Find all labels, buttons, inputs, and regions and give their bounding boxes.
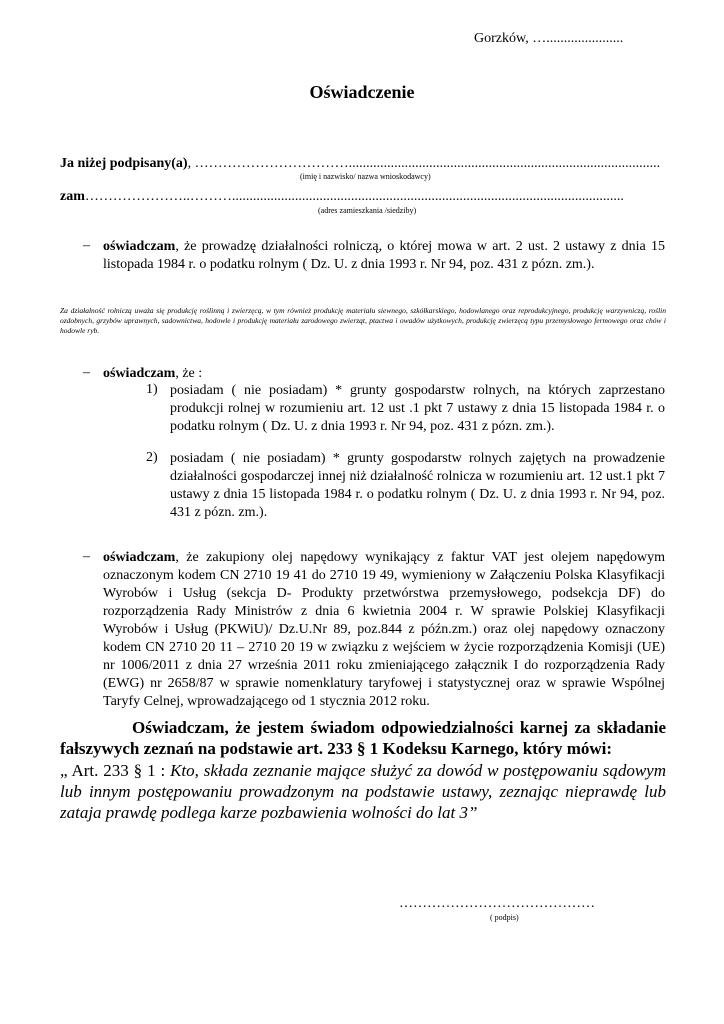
declaration-2-lead: oświadczam (103, 366, 176, 381)
declaration-2-dash: – (83, 365, 90, 380)
place-date: Gorzków, …...................... (474, 31, 624, 46)
signer-fill-line[interactable]: , ……………………………......................................................................................... (187, 156, 661, 171)
signature-caption: ( podpis) (490, 913, 519, 922)
list-item-2: posiadam ( nie posiadam) * grunty gospodarstw rolnych zajętych na prowadzenie działalności gospodarczej innej niż działalność rolnicza w rozumieniu art. 12 ust.1 pkt 7 ustawy z dnia 15 listopada 1984 r. o podatku rolnym ( Dz. U. z dnia 1993 r. Nr 94, poz. 431 z pózn. zm.). (170, 451, 665, 520)
quote-text: Kto, składa zeznanie mające służyć za dowód w postępowaniu sądowym lub innym postępowaniu prowadzonym na podstawie ustawy, zeznając nieprawdę lub zataja prawdę podlega karze pozbawienia wolności do lat 3” (60, 761, 666, 822)
signature-line[interactable]: …………………………………… (399, 896, 595, 911)
signer-label: Ja niżej podpisany(a) (60, 156, 188, 171)
liability-statement (60, 717, 666, 759)
address-label: zam (60, 189, 85, 204)
declaration-3 (103, 549, 665, 711)
quote-prefix: „ Art. 233 § 1 : (60, 761, 171, 780)
declaration-2-text: , że : (175, 366, 203, 381)
list-item-1: posiadam ( nie posiadam) * grunty gospodarstw rolnych, na których zaprzestano produkcji rolnej w rozumieniu art. 12 ust .1 pkt 7 ustawy z dnia 15 listopada 1984 r. o podatku rolnym ( Dz. U. z dnia 1993 r. Nr 94, poz. 431 z pózn. zm.). (170, 383, 665, 434)
list-number: 2) (146, 450, 158, 465)
declaration-3-dash: – (83, 549, 90, 564)
declaration-3-text: , że zakupiony olej napędowy wynikający z faktur VAT jest olejem napędowym oznaczonym kodem CN 2710 19 41 do 2710 19 49, wymieniony w Załączeniu Polska Klasyfikacji Wyrobów i Usług (sekcja D- Produkty przetwórstwa przemysłowego, podsekcja DF) do rozporządzenia Rady Ministrów z dnia 6 kwietnia 2004 r. W sprawie Polskiej Klasyfikacji Wyrobów i Usług (PKWiU)/ Dz.U.Nr 89, poz.844 z późn.zm.) oraz olej napędowy oznaczony kodem CN 2710 20 11 – 2710 20 19 w związku z wejściem w życie rozporządzenia Komisji (UE) nr 1006/2011 z dnia 27 września 2011 roku zmieniającego załącznik I do rozporządzenia Rady (EWG) nr 2658/87 w sprawie nomenklatury taryfowej i statystycznej oraz w sprawie Wspólnej Taryfy Celnej, wprowadzającego od 1 stycznia 2012 roku. (103, 550, 665, 709)
declaration-1-text: , że prowadzę działalności rolniczą, o której mowa w art. 2 ust. 2 ustawy z dnia 15 listopada 1984 r. o podatku rolnym ( Dz. U. z dnia 1993 r. Nr 94, poz. 431 z pózn. zm.). (103, 239, 665, 272)
liability-statement-text: Oświadczam, że jestem świadom odpowiedzialności karnej za składanie fałszywych zeznań na podstawie art. 233 § 1 Kodeksu Karnego, który mówi: (60, 718, 666, 758)
declaration-3-lead: oświadczam (103, 550, 176, 565)
address-fill-line[interactable]: …………………..………................................................................................................................ (84, 189, 624, 204)
footnote-text: Za działalność rolniczą uważa się produkcję roślinną i zwierzęcą, w tym również produkcję materiału siewnego, szkółkarskiego, hodowlanego oraz reprodukcyjnego, produkcję warzywniczą, roślin ozdobnych, grzybów uprawnych, sadownictwa, hodowle i produkcję materiału zarodowego zwierząt, ptactwa i owadów użytkowych, produkcję zwierzęcą typu przemysłowego fermowego oraz chów i hodowle ryb. (60, 306, 666, 335)
declaration-1 (103, 238, 665, 274)
address-row (60, 189, 666, 205)
signer-caption: (imię i nazwisko/ nazwa wnioskodawcy) (300, 172, 431, 181)
declaration-1-dash: – (83, 238, 90, 253)
document-title: Oświadczenie (309, 82, 415, 102)
declaration-1-lead: oświadczam (103, 239, 176, 254)
signer-row (60, 156, 666, 172)
list-number: 1) (146, 382, 158, 397)
address-caption: (adres zamieszkania /siedziby) (318, 206, 417, 215)
declaration-2 (103, 365, 665, 383)
penal-code-quote (60, 760, 666, 823)
